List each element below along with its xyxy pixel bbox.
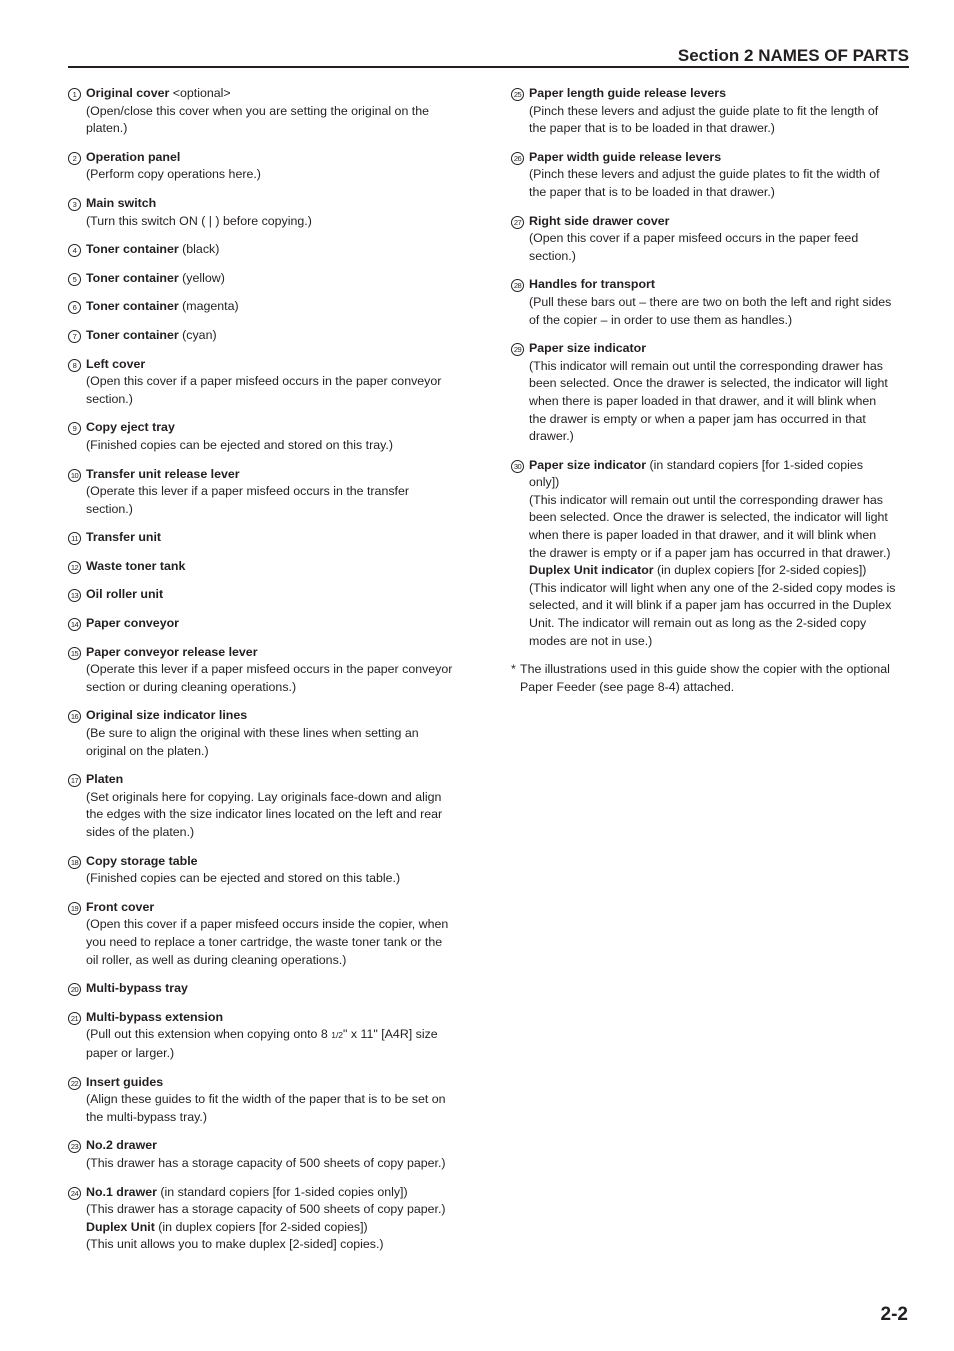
item-description-line: (This drawer has a storage capacity of 500 sheets of copy paper.) — [86, 1155, 446, 1170]
item-description-line: the drawer is empty or when a paper jam has occurred in that — [529, 411, 866, 426]
item-number-badge: 27 — [511, 216, 524, 229]
description-text: " x 11" [A4R] size — [343, 1027, 438, 1042]
item-heading — [86, 1009, 468, 1027]
item-description-line: selected, and it will blink if a paper jam has occurred in the Duplex — [529, 598, 892, 613]
parts-list-item — [68, 899, 468, 969]
right-items — [511, 85, 911, 650]
item-description-line: (Finished copies can be ejected and stored on this table.) — [86, 871, 401, 886]
item-description-line: (Pinch these levers and adjust the guide plate to fit the length of — [529, 103, 879, 118]
item-description-line: oil roller, as well as during cleaning operations.) — [86, 952, 347, 967]
section-title: Section 2 NAMES OF PARTS — [677, 46, 909, 65]
item-description-line: (This indicator will remain out until the corresponding drawer has — [529, 358, 883, 373]
item-heading — [86, 327, 468, 345]
section-header — [68, 46, 909, 68]
item-heading — [86, 466, 468, 484]
item-description-line: (Be sure to align the original with these lines when setting an — [86, 726, 419, 741]
parts-list-item — [68, 644, 468, 697]
parts-list-item — [68, 298, 468, 316]
item-title: Paper size indicator — [529, 457, 647, 472]
item-heading — [86, 771, 468, 789]
parts-list-item — [68, 195, 468, 230]
item-title: Copy eject tray — [86, 420, 175, 435]
parts-list-item — [68, 241, 468, 259]
item-number-badge: 12 — [68, 561, 81, 574]
item-title: Left cover — [86, 356, 146, 371]
item-description-line: (This indicator will remain out until the corresponding drawer has — [529, 492, 883, 507]
item-number-badge: 15 — [68, 647, 81, 660]
item-description-line: (Open/close this cover when you are setting the original on the — [86, 103, 430, 118]
parts-list-item — [68, 707, 468, 760]
item-number-badge: 26 — [511, 152, 524, 165]
parts-list-item — [511, 457, 911, 651]
item-description-line: (Set originals here for copying. Lay originals face-down and align — [86, 789, 442, 804]
item-number-badge: 10 — [68, 469, 81, 482]
item-description-line: the paper that is to be loaded in that drawer.) — [529, 121, 775, 136]
item-number-badge: 4 — [68, 244, 81, 257]
item-number-badge: 3 — [68, 198, 81, 211]
item-number-badge: 30 — [511, 460, 524, 473]
item-number-badge: 25 — [511, 88, 524, 101]
item-description-line: (Perform copy operations here.) — [86, 167, 261, 182]
item-title: Toner container — [86, 270, 179, 285]
item-qualifier: (in duplex copiers [for 2-sided copies]) — [154, 1219, 368, 1234]
item-description-line: (Finished copies can be ejected and stored on this tray.) — [86, 437, 393, 452]
parts-list-item — [511, 213, 911, 266]
item-description-line: (Pull these bars out – there are two on both the left and right sides — [529, 294, 892, 309]
item-description-line: section.) — [529, 248, 576, 263]
parts-list-item — [68, 615, 468, 633]
item-title: Operation panel — [86, 149, 181, 164]
item-description-line: when there is paper loaded in that drawer, and it will blink when — [529, 393, 877, 408]
item-title: Toner container — [86, 327, 179, 342]
item-description-line — [86, 1026, 468, 1045]
item-heading — [529, 213, 911, 231]
item-title: Original cover — [86, 86, 170, 100]
parts-list-item — [511, 85, 911, 138]
item-subtitle: Duplex Unit — [86, 1219, 155, 1234]
item-description-line: (Operate this lever if a paper misfeed occurs in the transfer — [86, 484, 409, 499]
footnote-line: Paper Feeder (see page 8-4) attached. — [520, 679, 735, 694]
item-heading — [86, 558, 468, 576]
item-heading — [86, 195, 468, 213]
item-heading — [529, 276, 911, 294]
item-number-badge: 16 — [68, 710, 81, 723]
item-number-badge: 19 — [68, 902, 81, 915]
fraction-text: 1/2 — [331, 1030, 344, 1041]
item-heading — [86, 586, 468, 604]
item-title: Original size indicator lines — [86, 708, 248, 723]
item-heading — [86, 899, 468, 917]
item-number-badge: 2 — [68, 152, 81, 165]
item-qualifier: (black) — [178, 242, 220, 257]
item-number-badge: 21 — [68, 1012, 81, 1025]
footnote-line: The illustrations used in this guide show the copier with the optional — [520, 662, 890, 677]
item-heading — [86, 853, 468, 871]
item-title: Platen — [86, 772, 124, 787]
item-title: Copy storage table — [86, 853, 198, 868]
item-title: Paper conveyor — [86, 616, 179, 631]
parts-list-item — [68, 558, 468, 576]
parts-list-item — [511, 276, 911, 329]
item-number-badge: 24 — [68, 1187, 81, 1200]
item-description-line: of the copier – in order to use them as handles.) — [529, 312, 793, 327]
footnote — [511, 661, 911, 696]
parts-list-item — [68, 1184, 468, 1254]
parts-list-item — [68, 771, 468, 841]
item-description-line: (Open this cover if a paper misfeed occurs inside the copier, when — [86, 917, 449, 932]
left-column — [68, 85, 468, 1265]
item-qualifier: (magenta) — [178, 299, 239, 314]
item-description-line: when there is paper loaded in that drawer, and it will blink when — [529, 528, 877, 543]
parts-list-item — [68, 853, 468, 888]
item-qualifier: (yellow) — [178, 270, 225, 285]
item-description-line: (This unit allows you to make duplex [2-sided] copies.) — [86, 1237, 384, 1252]
item-description-line: the edges with the size indicator lines located on the left and rear — [86, 807, 443, 822]
item-qualifier: (in duplex copiers [for 2-sided copies]) — [653, 563, 867, 578]
item-title: Waste toner tank — [86, 558, 186, 573]
item-description-line: (Turn this switch ON ( | ) before copying.) — [86, 213, 312, 228]
item-heading — [529, 457, 911, 475]
item-description-line: sides of the platen.) — [86, 825, 195, 839]
parts-list-item — [68, 149, 468, 184]
parts-list-item — [68, 586, 468, 604]
item-heading — [86, 1137, 468, 1155]
item-description-line: modes are not in use.) — [529, 633, 653, 648]
item-description-line: section.) — [86, 501, 133, 516]
item-heading — [86, 529, 468, 547]
item-number-badge: 13 — [68, 589, 81, 602]
parts-list-item — [68, 419, 468, 454]
item-description-line: (This drawer has a storage capacity of 500 sheets of copy paper.) — [86, 1202, 446, 1217]
item-description-line: the drawer is empty or if a paper jam has occurred in that drawer.) — [529, 545, 891, 560]
item-number-badge: 17 — [68, 774, 81, 787]
item-heading — [86, 419, 468, 437]
item-heading — [529, 340, 911, 358]
item-heading — [86, 270, 468, 288]
parts-list-item — [68, 529, 468, 547]
item-number-badge: 6 — [68, 301, 81, 314]
item-number-badge: 8 — [68, 359, 81, 372]
item-title: Main switch — [86, 195, 157, 210]
parts-list-item — [511, 340, 911, 446]
item-title: Front cover — [86, 899, 155, 914]
item-title: Insert guides — [86, 1074, 164, 1089]
item-number-badge: 20 — [68, 983, 81, 996]
parts-list-item — [68, 1009, 468, 1063]
item-description-line: (This indicator will light when any one of the 2-sided copy modes is — [529, 580, 896, 595]
item-title: Transfer unit — [86, 530, 162, 545]
item-title: Toner container — [86, 242, 179, 257]
parts-list-item — [68, 1137, 468, 1172]
item-title: Transfer unit release lever — [86, 466, 240, 481]
item-heading — [86, 707, 468, 725]
item-description-line: paper or larger.) — [86, 1045, 175, 1060]
item-title: Handles for transport — [529, 277, 655, 292]
parts-list-item — [68, 466, 468, 519]
item-heading — [86, 644, 468, 662]
item-description-line: Unit. The indicator will remain out as long as the 2-sided copy — [529, 616, 867, 631]
item-heading — [529, 85, 911, 103]
item-number-badge: 7 — [68, 330, 81, 343]
item-title: Paper length guide release levers — [529, 86, 726, 100]
parts-list-item — [68, 980, 468, 998]
item-description-line: platen.) — [86, 121, 128, 136]
parts-list-item — [68, 356, 468, 409]
item-title: Multi-bypass extension — [86, 1009, 224, 1024]
item-description-line: the paper that is to be loaded in that drawer.) — [529, 184, 775, 199]
item-heading — [86, 149, 468, 167]
item-qualifier: (in standard copiers [for 1-sided copies — [646, 457, 864, 472]
item-number-badge: 28 — [511, 279, 524, 292]
item-heading — [86, 241, 468, 259]
item-subtitle: Duplex Unit indicator — [529, 563, 654, 578]
item-number-badge: 29 — [511, 343, 524, 356]
item-qualifier: <optional> — [169, 86, 231, 100]
item-description-line: (Pinch these levers and adjust the guide plates to fit the width of — [529, 167, 880, 182]
item-subheading — [86, 1219, 468, 1237]
item-title: Toner container — [86, 299, 179, 314]
item-title: Oil roller unit — [86, 587, 164, 602]
item-title: Right side drawer cover — [529, 213, 670, 228]
item-title: No.2 drawer — [86, 1138, 157, 1153]
parts-list-item — [68, 85, 468, 138]
parts-list-item — [68, 270, 468, 288]
item-number-badge: 5 — [68, 273, 81, 286]
item-description-line: only]) — [529, 475, 560, 490]
item-description-line: been selected. Once the drawer is selected, the indicator will light — [529, 510, 888, 525]
item-number-badge: 14 — [68, 618, 81, 631]
item-number-badge: 1 — [68, 88, 81, 101]
item-number-badge: 11 — [68, 532, 81, 545]
item-description-line: (Open this cover if a paper misfeed occurs in the paper conveyor — [86, 374, 442, 389]
item-title: Paper size indicator — [529, 341, 647, 356]
item-number-badge: 22 — [68, 1077, 81, 1090]
item-description-line: you need to replace a toner cartridge, the waste toner tank or the — [86, 934, 443, 949]
item-heading — [86, 615, 468, 633]
item-description-line: drawer.) — [529, 429, 574, 444]
item-title: No.1 drawer — [86, 1184, 157, 1199]
item-heading — [86, 356, 468, 374]
item-description-line: section or during cleaning operations.) — [86, 679, 297, 694]
item-heading — [529, 149, 911, 167]
item-description-line: been selected. Once the drawer is selected, the indicator will light — [529, 376, 888, 391]
item-description-line: section.) — [86, 391, 133, 406]
parts-list-item — [68, 327, 468, 345]
description-text: (Pull out this extension when copying onto 8 — [86, 1027, 332, 1042]
footnote-marker: * — [511, 662, 516, 677]
parts-list-item — [511, 149, 911, 202]
item-number-badge: 18 — [68, 856, 81, 869]
item-number-badge: 9 — [68, 422, 81, 435]
item-subheading — [529, 562, 911, 580]
item-title: Paper conveyor release lever — [86, 644, 258, 659]
page-number: 2-2 — [880, 1304, 908, 1325]
item-title: Multi-bypass tray — [86, 981, 188, 996]
item-heading — [86, 1184, 468, 1202]
right-column — [511, 85, 911, 696]
item-description-line: the multi-bypass tray.) — [86, 1109, 207, 1124]
item-heading — [86, 298, 468, 316]
item-qualifier: (in standard copiers [for 1-sided copies only]) — [156, 1184, 408, 1199]
item-description-line: original on the platen.) — [86, 743, 209, 758]
parts-list-item — [68, 1074, 468, 1127]
item-description-line: (Open this cover if a paper misfeed occurs in the paper feed — [529, 231, 859, 246]
item-heading — [86, 980, 468, 998]
item-description-line: (Operate this lever if a paper misfeed occurs in the paper conveyor — [86, 662, 453, 677]
item-heading — [86, 1074, 468, 1092]
item-qualifier: (cyan) — [178, 327, 217, 342]
item-number-badge: 23 — [68, 1140, 81, 1153]
item-title: Paper width guide release levers — [529, 149, 722, 164]
item-description-line: (Align these guides to fit the width of the paper that is to be set on — [86, 1092, 446, 1107]
item-heading — [86, 85, 468, 103]
